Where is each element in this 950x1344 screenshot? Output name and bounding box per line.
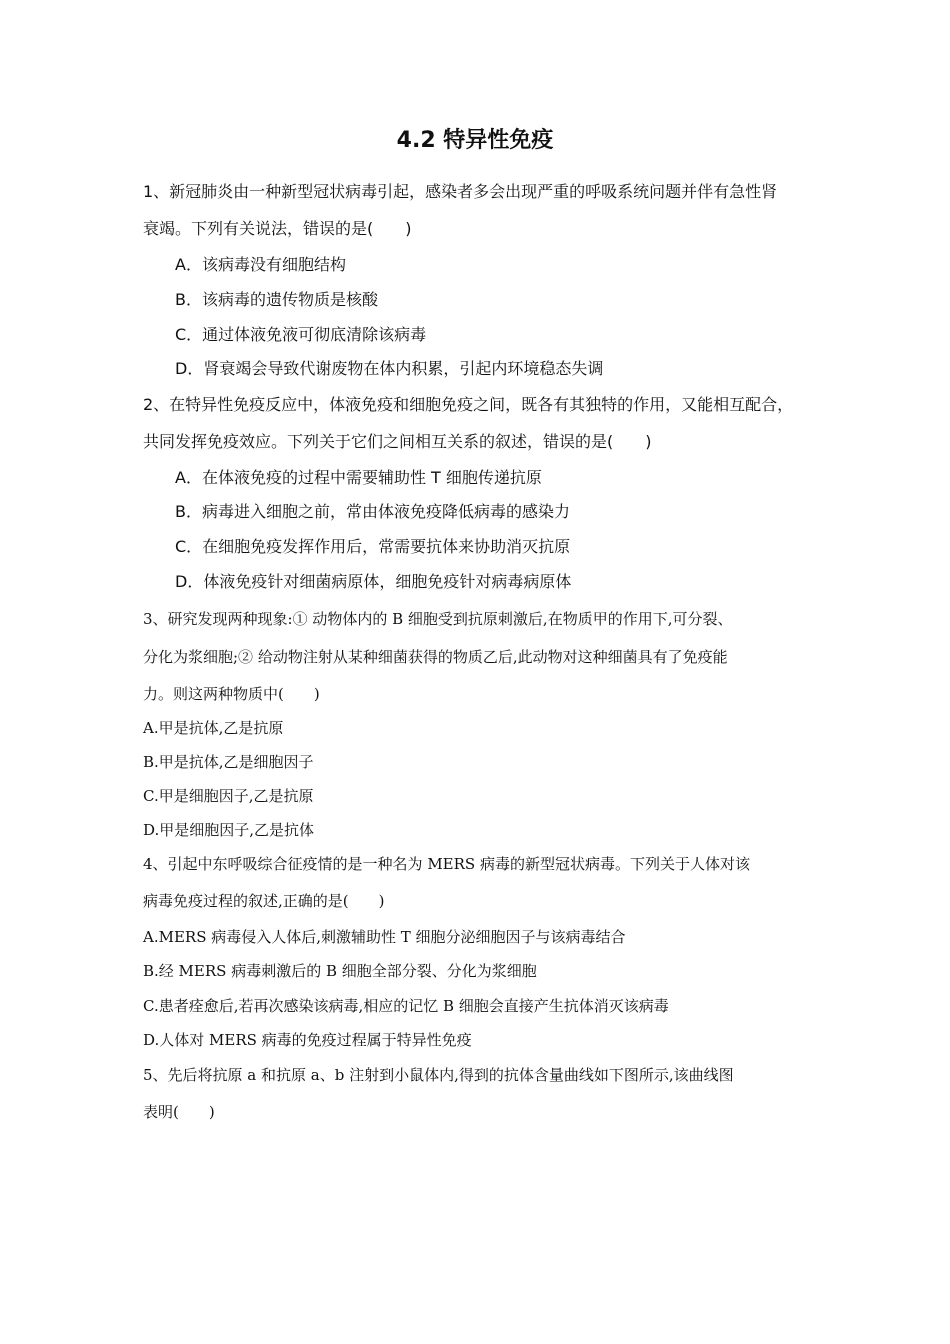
question-3-line-1: 3、研究发现两种现象:① 动物体内的 B 细胞受到抗原刺激后,在物质甲的作用下,可分裂、 (143, 610, 733, 628)
question-2-option-d: D．体液免疫针对细菌病原体，细胞免疫针对病毒病原体 (175, 572, 572, 591)
question-1-option-b: B．该病毒的遗传物质是核酸 (175, 290, 378, 309)
question-5-line-2: 表明( ) (143, 1103, 215, 1121)
question-3-option-a: A.甲是抗体,乙是抗原 (143, 719, 284, 737)
question-3-line-2: 分化为浆细胞;② 给动物注射从某种细菌获得的物质乙后,此动物对这种细菌具有了免疫能 (143, 648, 728, 666)
question-1-option-d: D．肾衰竭会导致代谢废物在体内积累，引起内环境稳态失调 (175, 359, 604, 378)
page-title: 4.2 特异性免疫 (396, 128, 554, 153)
question-3-option-d: D.甲是细胞因子,乙是抗体 (143, 821, 315, 839)
question-3-option-c: C.甲是细胞因子,乙是抗原 (143, 787, 314, 805)
question-4-line-2: 病毒免疫过程的叙述,正确的是( ) (143, 892, 385, 910)
question-3-line-3: 力。则这两种物质中( ) (143, 685, 320, 703)
question-2-option-a: A．在体液免疫的过程中需要辅助性 T 细胞传递抗原 (175, 468, 542, 487)
question-2-line-1: 2、在特异性免疫反应中，体液免疫和细胞免疫之间，既各有其独特的作用，又能相互配合， (143, 395, 794, 414)
question-1-line-2: 衰竭。下列有关说法，错误的是( ) (143, 219, 412, 238)
question-4-line-1: 4、引起中东呼吸综合征疫情的是一种名为 MERS 病毒的新型冠状病毒。下列关于人体对该 (143, 855, 750, 873)
question-4-option-a: A.MERS 病毒侵入人体后,刺激辅助性 T 细胞分泌细胞因子与该病毒结合 (143, 928, 626, 946)
question-1-option-c: C．通过体液免液可彻底清除该病毒 (175, 325, 427, 344)
question-2-option-b: B．病毒进入细胞之前，常由体液免疫降低病毒的感染力 (175, 502, 570, 521)
question-4-option-c: C.患者痊愈后,若再次感染该病毒,相应的记忆 B 细胞会直接产生抗体消灭该病毒 (143, 997, 669, 1015)
question-4-option-b: B.经 MERS 病毒刺激后的 B 细胞全部分裂、分化为浆细胞 (143, 962, 537, 980)
question-2-option-c: C．在细胞免疫发挥作用后，常需要抗体来协助消灭抗原 (175, 537, 571, 556)
question-5-line-1: 5、先后将抗原 a 和抗原 a、b 注射到小鼠体内,得到的抗体含量曲线如下图所示,该曲线图 (143, 1066, 734, 1084)
question-1-option-a: A．该病毒没有细胞结构 (175, 255, 346, 274)
question-2-line-2: 共同发挥免疫效应。下列关于它们之间相互关系的叙述，错误的是( ) (143, 432, 652, 451)
question-3-option-b: B.甲是抗体,乙是细胞因子 (143, 753, 314, 771)
question-4-option-d: D.人体对 MERS 病毒的免疫过程属于特异性免疫 (143, 1031, 472, 1049)
question-1-line-1: 1、新冠肺炎由一种新型冠状病毒引起，感染者多会出现严重的呼吸系统问题并伴有急性肾 (143, 182, 778, 201)
